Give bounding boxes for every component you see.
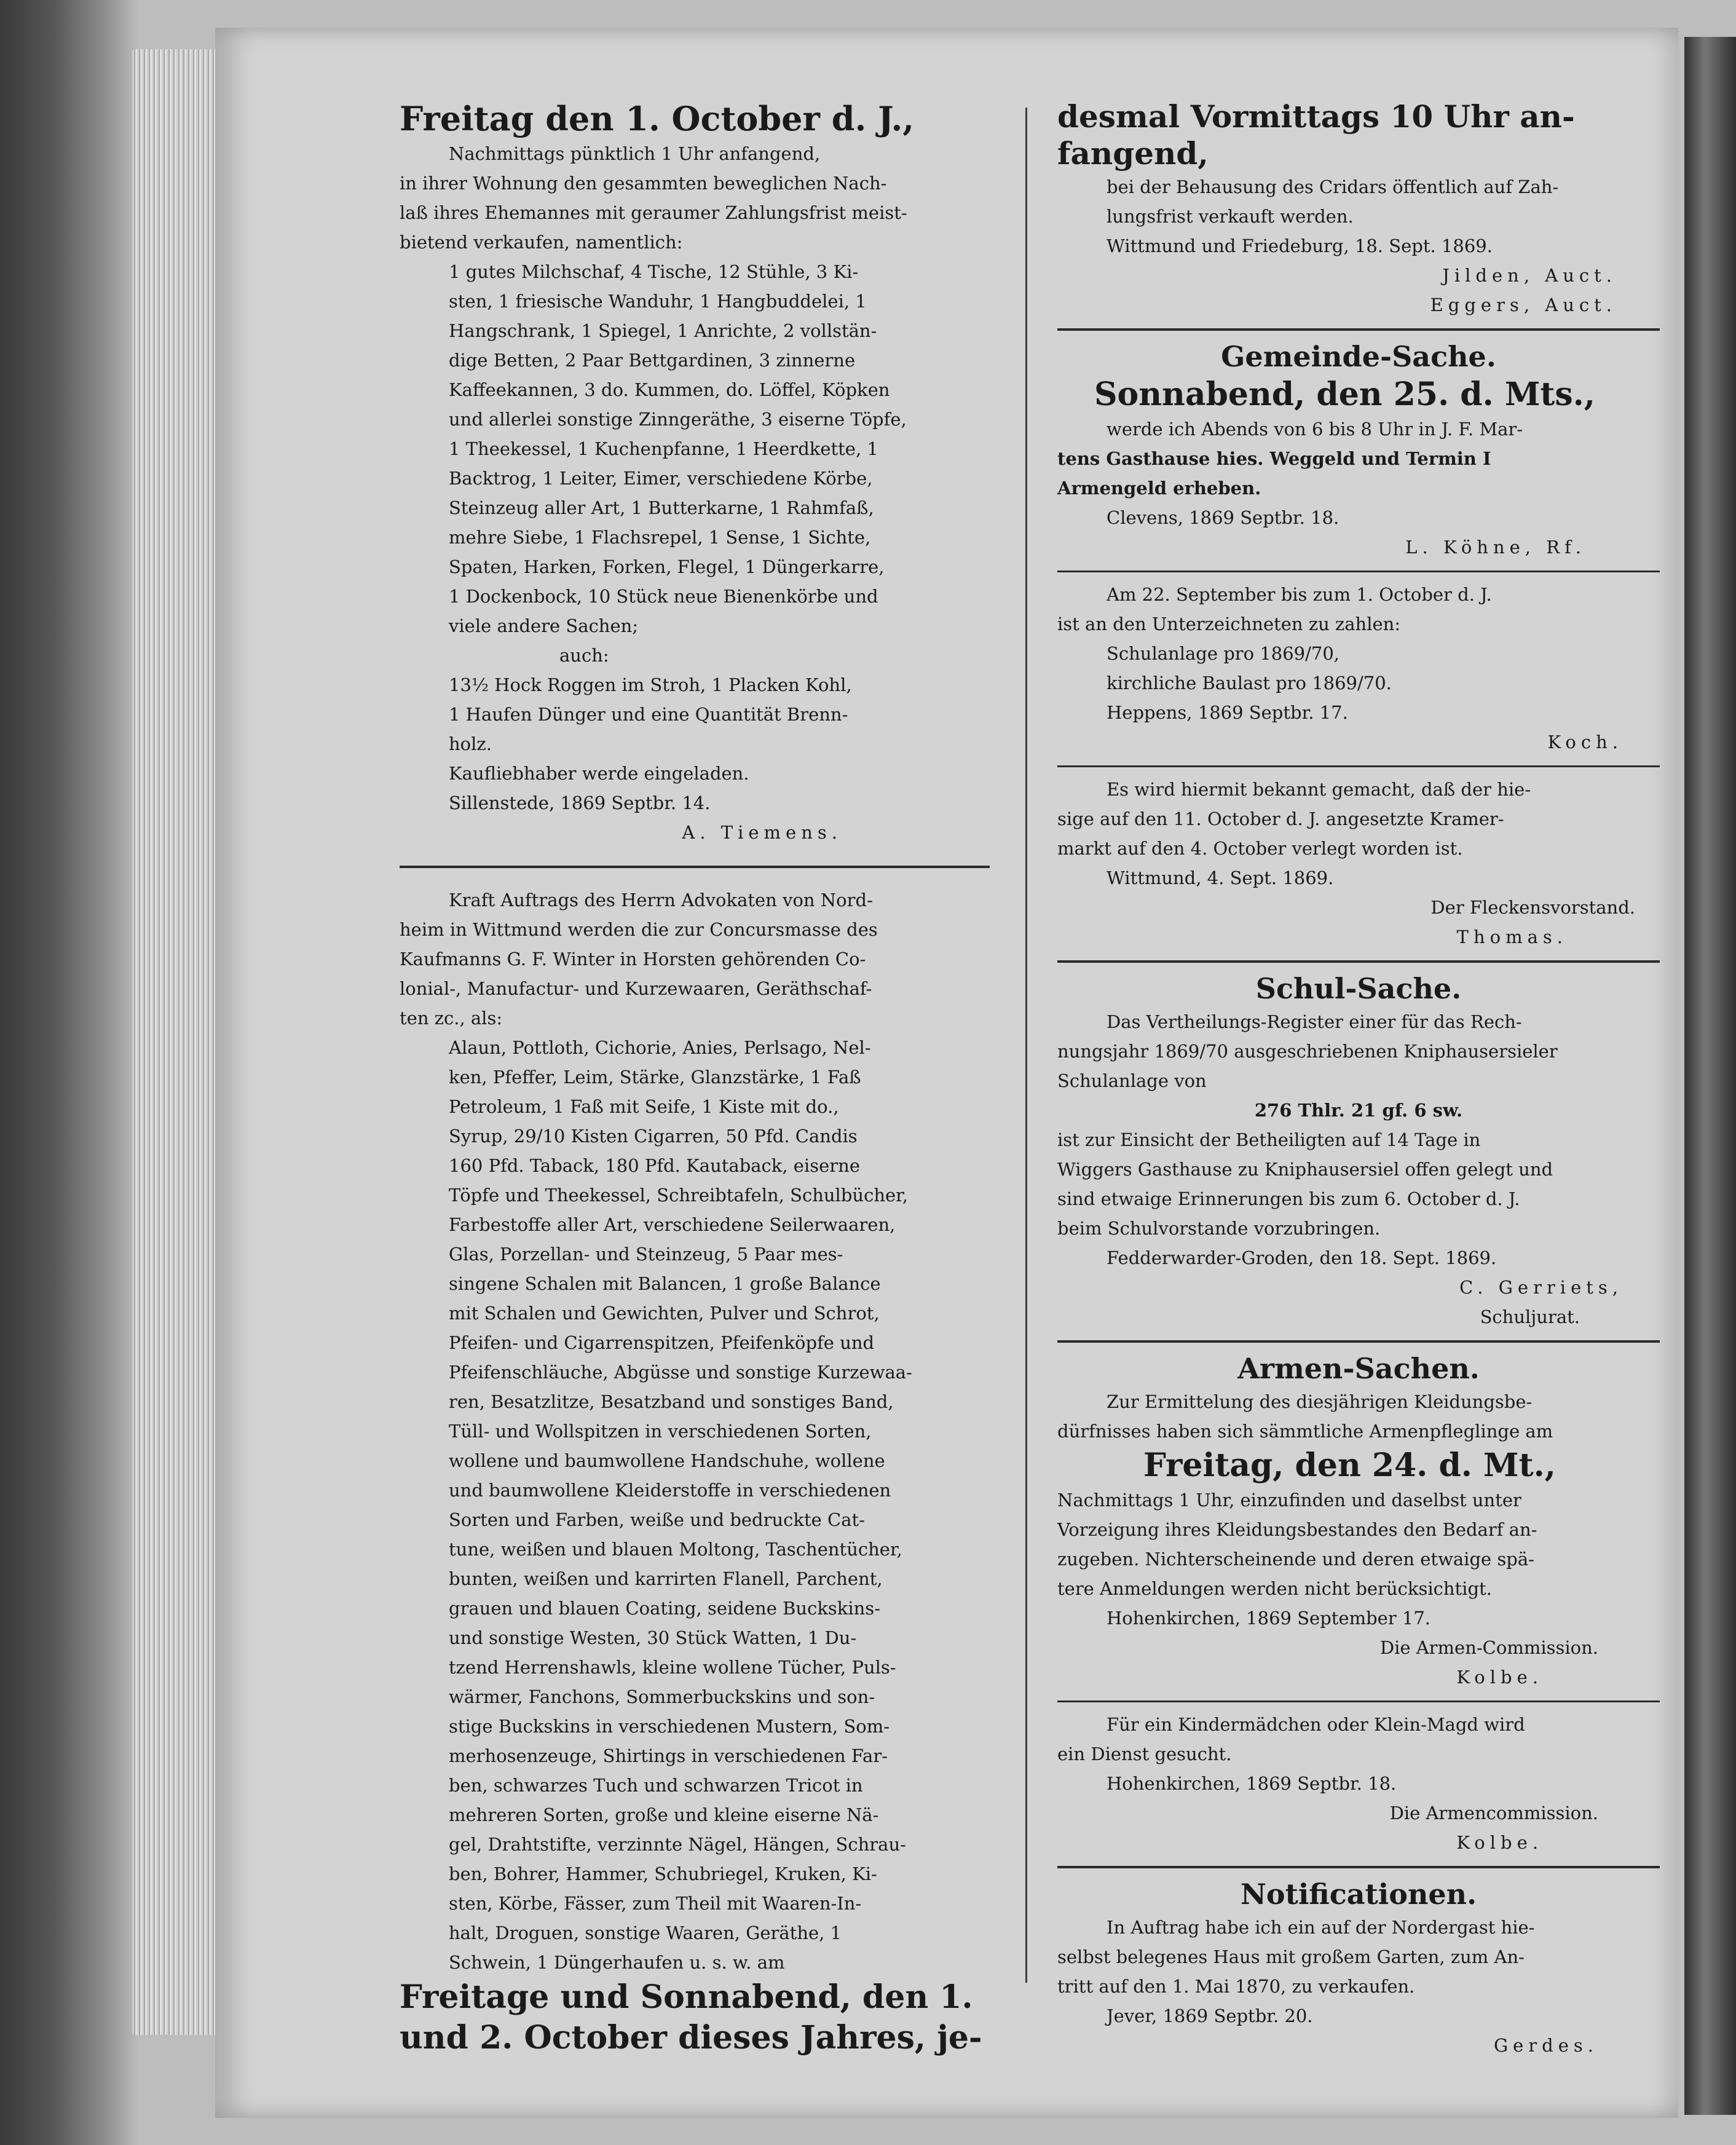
text-line: wollene und baumwollene Handschuhe, wollene [449,1450,885,1471]
text-line: Das Vertheilungs-Register einer für das Rech- [1107,1011,1522,1032]
text-line: stige Buckskins in verschiedenen Mustern, Som- [449,1716,890,1737]
section-rule [1057,1866,1660,1868]
auction-heading: Freitag den 1. October d. J., [400,99,915,138]
text-line: Steinzeug aller Art, 1 Butterkarne, 1 Rahmfaß, [449,497,874,518]
section-rule [1057,1701,1660,1702]
text-line: Spaten, Harken, Forken, Flegel, 1 Düngerkarre, [449,556,885,577]
organisation: Die Armencommission. [1389,1803,1598,1823]
text-line: tune, weißen und blauen Moltong, Taschentücher, [449,1539,902,1560]
text-line: Hangschrank, 1 Spiegel, 1 Anrichte, 2 vollstän- [449,320,877,341]
text-line: wärmer, Fanchons, Sommerbuckskins und son- [449,1686,875,1707]
text-line: laß ihres Ehemannes mit geraumer Zahlungsfrist meist- [400,202,907,223]
text-line: grauen und blauen Coating, seidene Buckskins- [449,1598,880,1619]
text-line: zugeben. Nichterscheinende und deren etwaige spä- [1057,1549,1534,1570]
text-line: gel, Drahtstifte, verzinnte Nägel, Hängen, Schrau- [449,1834,906,1855]
text-line: Zur Ermittelung des diesjährigen Kleidungsbe- [1107,1391,1533,1412]
sale-date-line: Freitage und Sonnabend, den 1. [400,1978,973,2016]
sale-time-line: fangend, [1057,135,1209,172]
signature: C. Gerriets, [1459,1277,1623,1298]
column-divider [1025,108,1027,1983]
section-rule [400,866,990,868]
text-line: sten, Körbe, Fässer, zum Theil mit Waaren-In- [449,1893,862,1914]
place-date: Hohenkirchen, 1869 September 17. [1107,1608,1431,1629]
text-line: Am 22. September bis zum 1. October d. J. [1107,584,1492,605]
text-line: Backtrog, 1 Leiter, Eimer, verschiedene Körbe, [449,468,873,489]
text-line: in ihrer Wohnung den gesammten beweglichen Nach- [400,173,887,194]
text-line: dige Betten, 2 Paar Bettgardinen, 3 zinnerne [449,350,856,371]
signature: Jilden, Auct. [1442,265,1617,286]
text-line: Kaffeekannen, 3 do. Kummen, do. Löffel, Köpken [449,379,890,400]
text-line: In Auftrag habe ich ein auf der Nordergast hie- [1107,1917,1535,1938]
text-line: bei der Behausung des Cridars öffentlich auf Zah- [1107,176,1559,197]
text-line: Für ein Kindermädchen oder Klein-Magd wird [1107,1714,1525,1735]
text-line: Töpfe und Theekessel, Schreibtafeln, Schulbücher, [449,1185,909,1206]
text-line: bietend verkaufen, namentlich: [400,232,683,253]
left-column [400,98,990,2058]
text-line: ben, schwarzes Tuch und schwarzen Tricot in [449,1775,863,1796]
section-rule [1057,571,1660,572]
text-line: tere Anmeldungen werden nicht berücksichtigt. [1057,1578,1492,1599]
section-rule [1057,960,1660,963]
section-heading-notificationen: Notificationen. [1240,1878,1477,1911]
text-line: 1 gutes Milchschaf, 4 Tische, 12 Stühle, 3 Ki- [449,261,859,282]
text-line: lonial-, Manufactur- und Kurzewaaren, Geräthschaf- [400,978,872,999]
text-line: nungsjahr 1869/70 ausgeschriebenen Kniphausersieler [1057,1041,1558,1062]
signature: Kolbe. [1456,1832,1543,1853]
place-date: Wittmund und Friedeburg, 18. Sept. 1869. [1107,235,1493,256]
text-line: ken, Pfeffer, Leim, Stärke, Glanzstärke, 1 Faß [449,1067,861,1088]
auch-label: auch: [559,645,609,666]
text-line: Schulanlage von [1057,1070,1207,1091]
text-line: kirchliche Baulast pro 1869/70. [1107,673,1392,693]
section-heading-gemeinde: Gemeinde-Sache. [1221,340,1496,373]
meeting-date: Sonnabend, den 25. d. Mts., [1094,376,1595,413]
signature: A. Tiemens. [682,822,842,843]
text-line: und baumwollene Kleiderstoffe in verschiedenen [449,1480,891,1501]
text-line: merhosenzeuge, Shirtings in verschiedenen Far- [449,1745,888,1766]
meeting-date: Freitag, den 24. d. Mt., [1143,1447,1556,1484]
amount: 276 Thlr. 21 gf. 6 sw. [1254,1100,1463,1121]
text-line: Tüll- und Wollspitzen in verschiedenen Sorten, [449,1421,872,1442]
section-rule [1057,1340,1660,1343]
text-line: 1 Theekessel, 1 Kuchenpfanne, 1 Heerdkette, 1 [449,438,878,459]
place-date: Heppens, 1869 Septbr. 17. [1107,702,1348,723]
text-line: 1 Haufen Dünger und eine Quantität Brenn- [449,704,848,725]
text-line: Armengeld erheben. [1057,478,1261,499]
text-line: 13½ Hock Roggen im Stroh, 1 Placken Kohl, [449,674,852,695]
text-line: Schwein, 1 Düngerhaufen u. s. w. am [449,1952,785,1973]
text-line: Wiggers Gasthause zu Kniphausersiel offen gelegt und [1057,1159,1553,1180]
auction-items [400,257,990,641]
place-date: Hohenkirchen, 1869 Septbr. 18. [1107,1773,1397,1794]
text-line: Petroleum, 1 Faß mit Seife, 1 Kiste mit do., [449,1096,839,1117]
text-line: Syrup, 29/10 Kisten Cigarren, 50 Pfd. Candis [449,1126,858,1147]
text-line: sige auf den 11. October d. J. angesetzte Kramer- [1057,808,1504,829]
text-line: heim in Wittmund werden die zur Concursmasse des [400,919,878,940]
text-line: sind etwaige Erinnerungen bis zum 6. October d. J. [1057,1188,1520,1209]
text-line: tritt auf den 1. Mai 1870, zu verkaufen. [1057,1976,1415,1997]
text-line: ben, Bohrer, Hammer, Schubriegel, Kruken, Ki- [449,1863,877,1884]
text-line: 160 Pfd. Taback, 180 Pfd. Kautaback, eiserne [449,1155,860,1176]
place-date: Clevens, 1869 Septbr. 18. [1107,507,1339,528]
signature: Koch. [1547,732,1623,753]
section-rule [1057,328,1660,331]
text-line: selbst belegenes Haus mit großem Garten, zum An- [1057,1946,1525,1967]
concurs-items [400,1033,990,1977]
text-line: Kraft Auftrags des Herrn Advokaten von Nord- [449,890,873,911]
text-line: beim Schulvorstande vorzubringen. [1057,1218,1381,1239]
text-line: markt auf den 4. October verlegt worden ist. [1057,838,1463,859]
signature: Thomas. [1456,926,1568,947]
page-stack [132,49,227,2035]
text-line: ten zc., als: [400,1008,503,1029]
text-line: Farbestoffe aller Art, verschiedene Seilerwaaren, [449,1214,896,1235]
text-line: mit Schalen und Gewichten, Pulver und Schrot, [449,1303,880,1324]
auction-intro [400,139,990,257]
text-line: mehreren Sorten, große und kleine eiserne Nä- [449,1804,879,1825]
text-line: singene Schalen mit Balancen, 1 große Balance [449,1273,881,1294]
sale-time-line: desmal Vormittags 10 Uhr an- [1057,98,1575,135]
text-line: ist zur Einsicht der Betheiligten auf 14 Tage in [1057,1129,1481,1150]
invitation: Kaufliebhaber werde eingeladen. [449,763,749,784]
text-line: viele andere Sachen; [449,615,639,636]
text-line: Sorten und Farben, weiße und bedruckte Cat- [449,1509,865,1530]
signer-role: Schuljurat. [1480,1306,1580,1327]
signature: Gerdes. [1493,2035,1598,2056]
text-line: Nachmittags pünktlich 1 Uhr anfangend, [449,143,821,164]
text-line: Kaufmanns G. F. Winter in Horsten gehörenden Co- [400,949,866,970]
text-line: ist an den Unterzeichneten zu zahlen: [1057,614,1401,634]
text-line: lungsfrist verkauft werden. [1107,206,1354,227]
text-line: holz. [449,733,492,754]
text-line: tens Gasthause hies. Weggeld und Termin I [1057,448,1491,469]
section-rule [1057,765,1660,767]
place-date: Wittmund, 4. Sept. 1869. [1107,867,1334,888]
text-line: Alaun, Pottloth, Cichorie, Anies, Perlsago, Nel- [449,1037,871,1058]
text-line: Pfeifenschläuche, Abgüsse und sonstige Kurzewaa- [449,1362,912,1383]
sale-date-line: und 2. October dieses Jahres, je- [400,2019,982,2056]
text-line: und sonstige Westen, 30 Stück Watten, 1 Du- [449,1627,857,1648]
text-line: und allerlei sonstige Zinngeräthe, 3 eiserne Töpfe, [449,409,907,430]
concurs-intro [400,885,990,1033]
text-line: Nachmittags 1 Uhr, einzufinden und daselbst unter [1057,1490,1521,1511]
text-line: ren, Besatzlitze, Besatzband und sonstiges Band, [449,1391,894,1412]
section-heading-armen: Armen-Sachen. [1237,1352,1480,1385]
place-date: Sillenstede, 1869 Septbr. 14. [449,792,711,813]
text-line: halt, Droguen, sonstige Waaren, Geräthe, 1 [449,1922,842,1943]
text-line: Glas, Porzellan- und Steinzeug, 5 Paar mes- [449,1244,843,1265]
text-line: ein Dienst gesucht. [1057,1744,1232,1764]
text-line: bunten, weißen und karrirten Flanell, Parchent, [449,1568,883,1589]
text-line: Schulanlage pro 1869/70, [1107,643,1340,664]
text-line: tzend Herrenshawls, kleine wollene Tücher, Puls- [449,1657,896,1678]
text-line: 1 Dockenbock, 10 Stück neue Bienenkörbe und [449,586,878,607]
text-line: sten, 1 friesische Wanduhr, 1 Hangbuddelei, 1 [449,291,867,312]
section-heading-schul: Schul-Sache. [1255,972,1462,1005]
organisation: Die Armen-Commission. [1379,1637,1598,1658]
text-line: Pfeifen- und Cigarrenspitzen, Pfeifenköpfe und [449,1332,875,1353]
signature: Kolbe. [1456,1667,1543,1688]
text-line: Es wird hiermit bekannt gemacht, daß der hie- [1107,779,1531,800]
place-date: Jever, 1869 Septbr. 20. [1107,2005,1313,2026]
organisation: Der Fleckensvorstand. [1430,897,1635,918]
place-date: Fedderwarder-Groden, den 18. Sept. 1869. [1107,1247,1497,1268]
signature: Eggers, Auct. [1430,294,1617,315]
right-column [1057,98,1660,2060]
text-line: Vorzeigung ihres Kleidungsbestandes den Bedarf an- [1057,1519,1537,1540]
text-line: dürfnisses haben sich sämmtliche Armenpfleglinge am [1057,1421,1553,1442]
text-line: mehre Siebe, 1 Flachsrepel, 1 Sense, 1 Sichte, [449,527,871,548]
text-line: werde ich Abends von 6 bis 8 Uhr in J. F. Mar- [1107,419,1523,440]
binding-edge [1684,37,1736,2115]
signature: L. Köhne, Rf. [1405,537,1586,558]
